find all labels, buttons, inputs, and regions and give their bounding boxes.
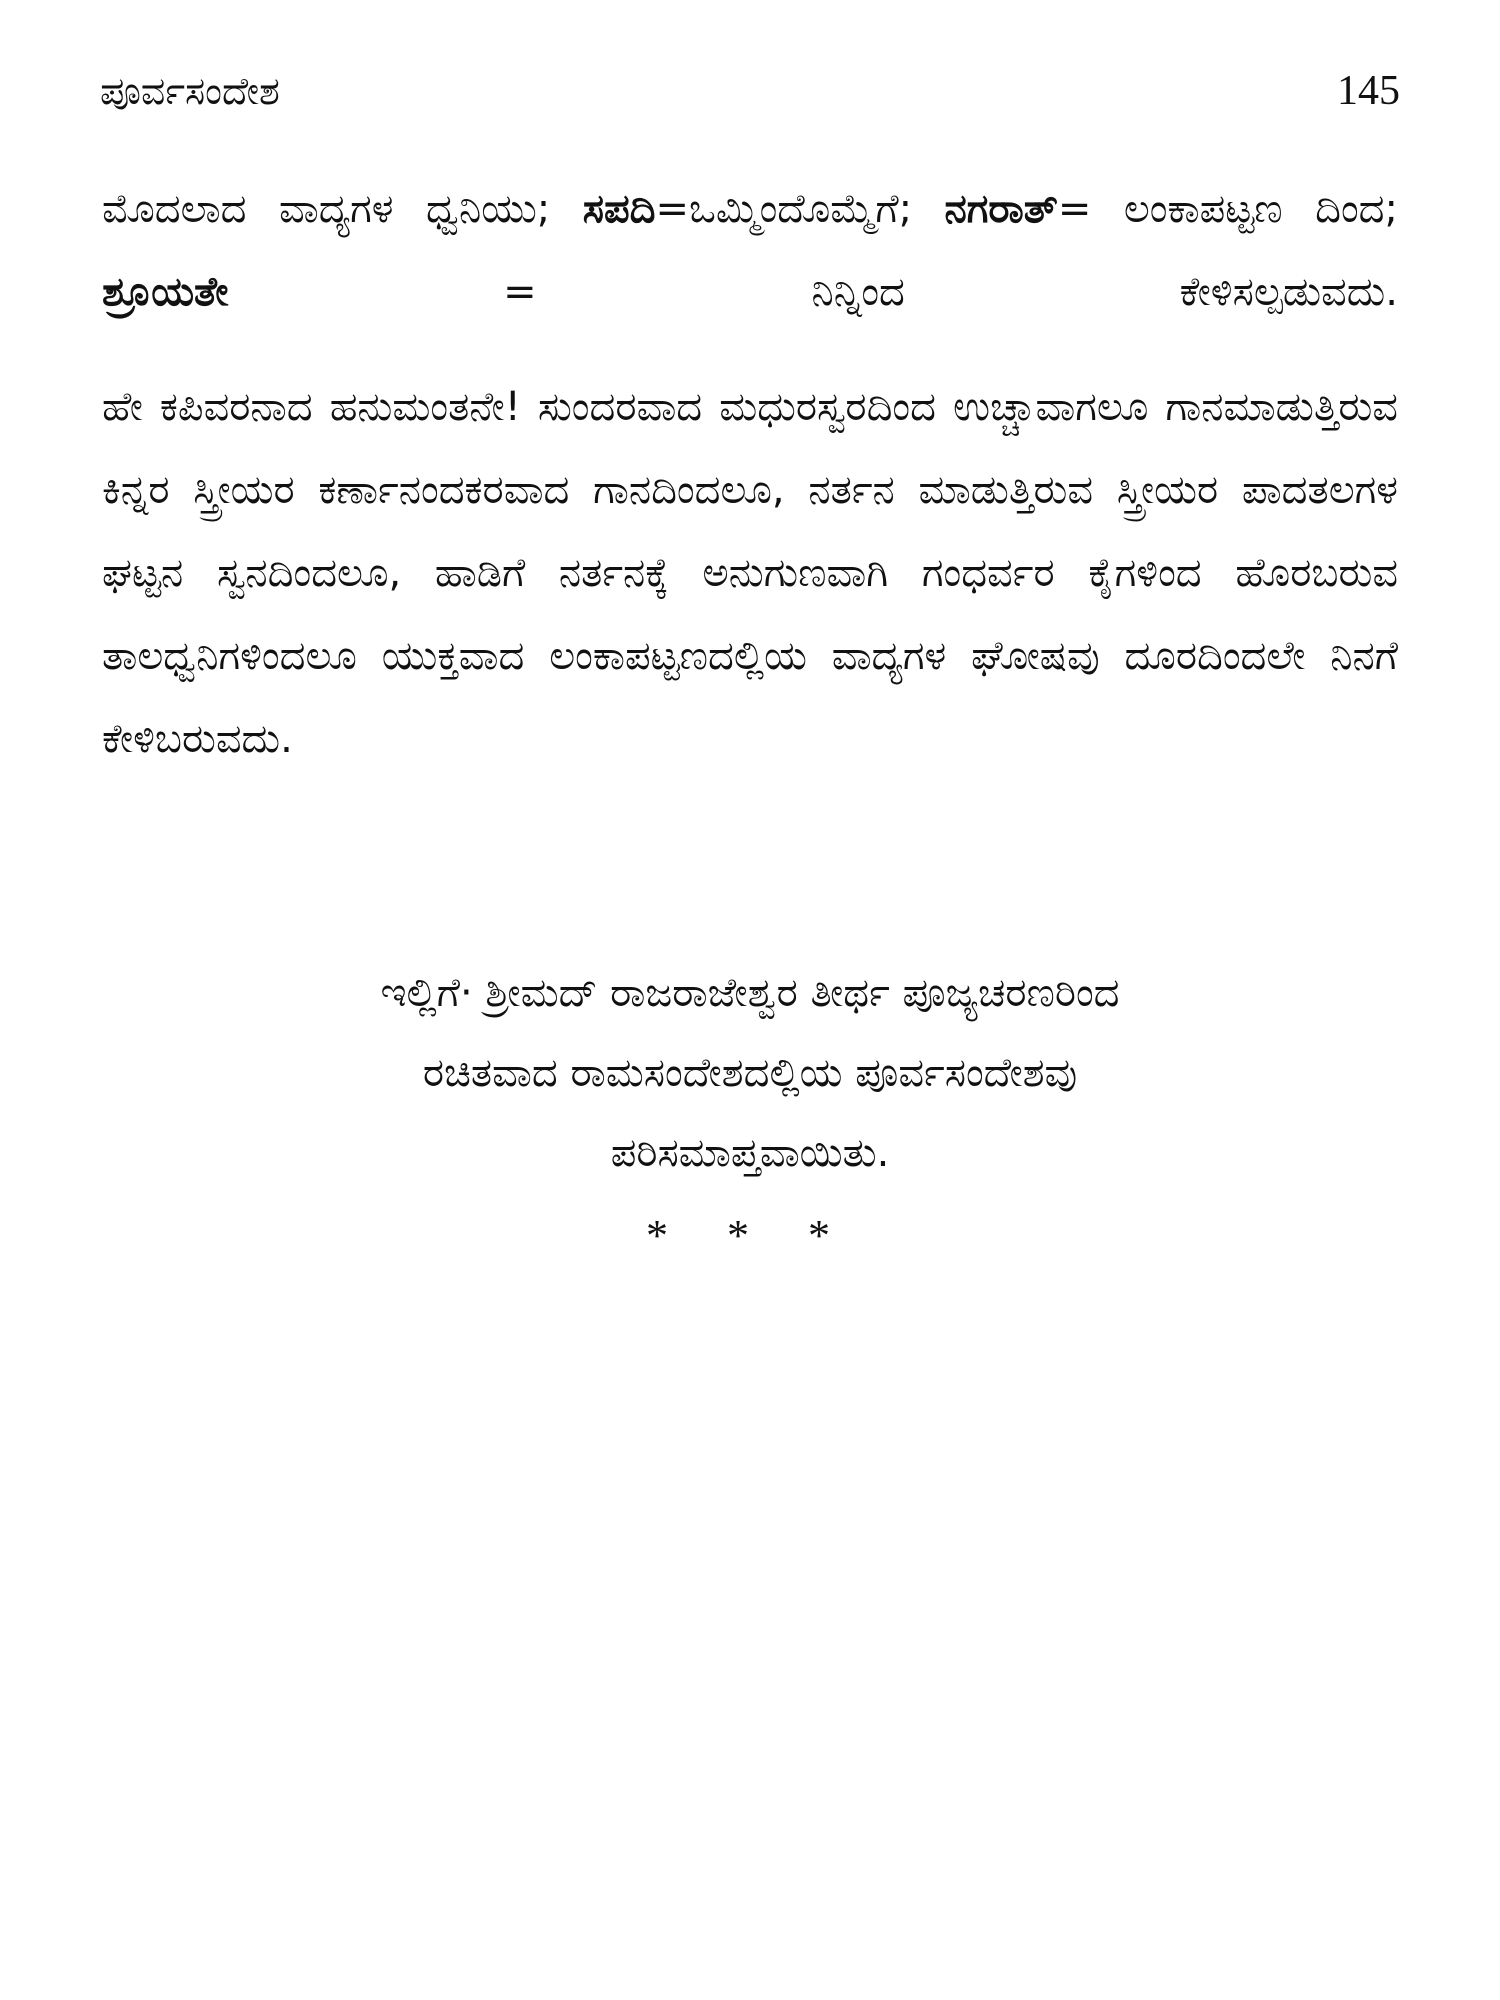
gloss-text: ಮೊದಲಾದ ವಾದ್ಯಗಳ ಧ್ವನಿಯು;: [102, 186, 583, 232]
gloss-term: ಸಪದಿ: [582, 186, 656, 232]
colophon-line: ಇಲ್ಲಿಗೆ· ಶ್ರೀಮದ್ ರಾಜರಾಜೇಶ್ವರ ತೀರ್ಥ ಪೂಜ್ಯಚರಣರಿಂದ: [380, 970, 1120, 1016]
gloss-term: ನಗರಾತ್: [944, 186, 1058, 232]
running-title: ಪೂರ್ವಸಂದೇಶ: [100, 69, 280, 113]
colophon-line: ಪರಿಸಮಾಪ್ತವಾಯಿತು.: [610, 1130, 890, 1176]
colophon: [102, 953, 1398, 1193]
gloss-text: =ಒಮ್ಮಿಂದೊಮ್ಮೆಗೆ;: [655, 186, 945, 232]
word-gloss: [102, 168, 1398, 334]
colophon-line: ರಚಿತವಾದ ರಾಮಸಂದೇಶದಲ್ಲಿಯ ಪೂರ್ವಸಂದೇಶವು: [422, 1050, 1078, 1096]
gloss-term: ಶ್ರೂಯತೇ: [102, 269, 229, 315]
page-number: 145: [1337, 68, 1400, 114]
translation-paragraph: ಹೇ ಕಪಿವರನಾದ ಹನುಮಂತನೇ! ಸುಂದರವಾದ ಮಧುರಸ್ವರದಿಂದ ಉಚ್ಚಾವಾಗಲೂ ಗಾನಮಾಡುತ್ತಿರುವ ಕಿನ್ನರ ಸ್ತ್ರೀಯರ ಕರ್ಣಾನಂದಕರವಾದ ಗಾನದಿಂದಲೂ, ನರ್ತನ ಮಾಡುತ್ತಿರುವ ಸ್ತ್ರೀಯರ ಪಾದತಲಗಳ ಘಟ್ಟನ ಸ್ವನದಿಂದಲೂ, ಹಾಡಿಗೆ ನರ್ತನಕ್ಕೆ ಅನುಗುಣವಾಗಿ ಗಂಧರ್ವರ ಕೈಗಳಿಂದ ಹೊರಬರುವ ತಾಲಧ್ವನಿಗಳಿಂದಲೂ ಯುಕ್ತವಾದ ಲಂಕಾಪಟ್ಟಣದಲ್ಲಿಯ ವಾದ್ಯಗಳ ಘೋಷವು ದೂರದಿಂದಲೇ ನಿನಗೆ ಕೇಳಿಬರುವದು.: [102, 384, 1398, 762]
gloss-text: = ಲಂಕಾಪಟ್ಟಣ ದಿಂದ;: [1057, 186, 1398, 232]
gloss-text: = ನಿನ್ನಿಂದ ಕೇಳಿಸಲ್ಪಡುವದು.: [228, 269, 1398, 315]
section-end-ornament: * * *: [646, 1211, 854, 1260]
